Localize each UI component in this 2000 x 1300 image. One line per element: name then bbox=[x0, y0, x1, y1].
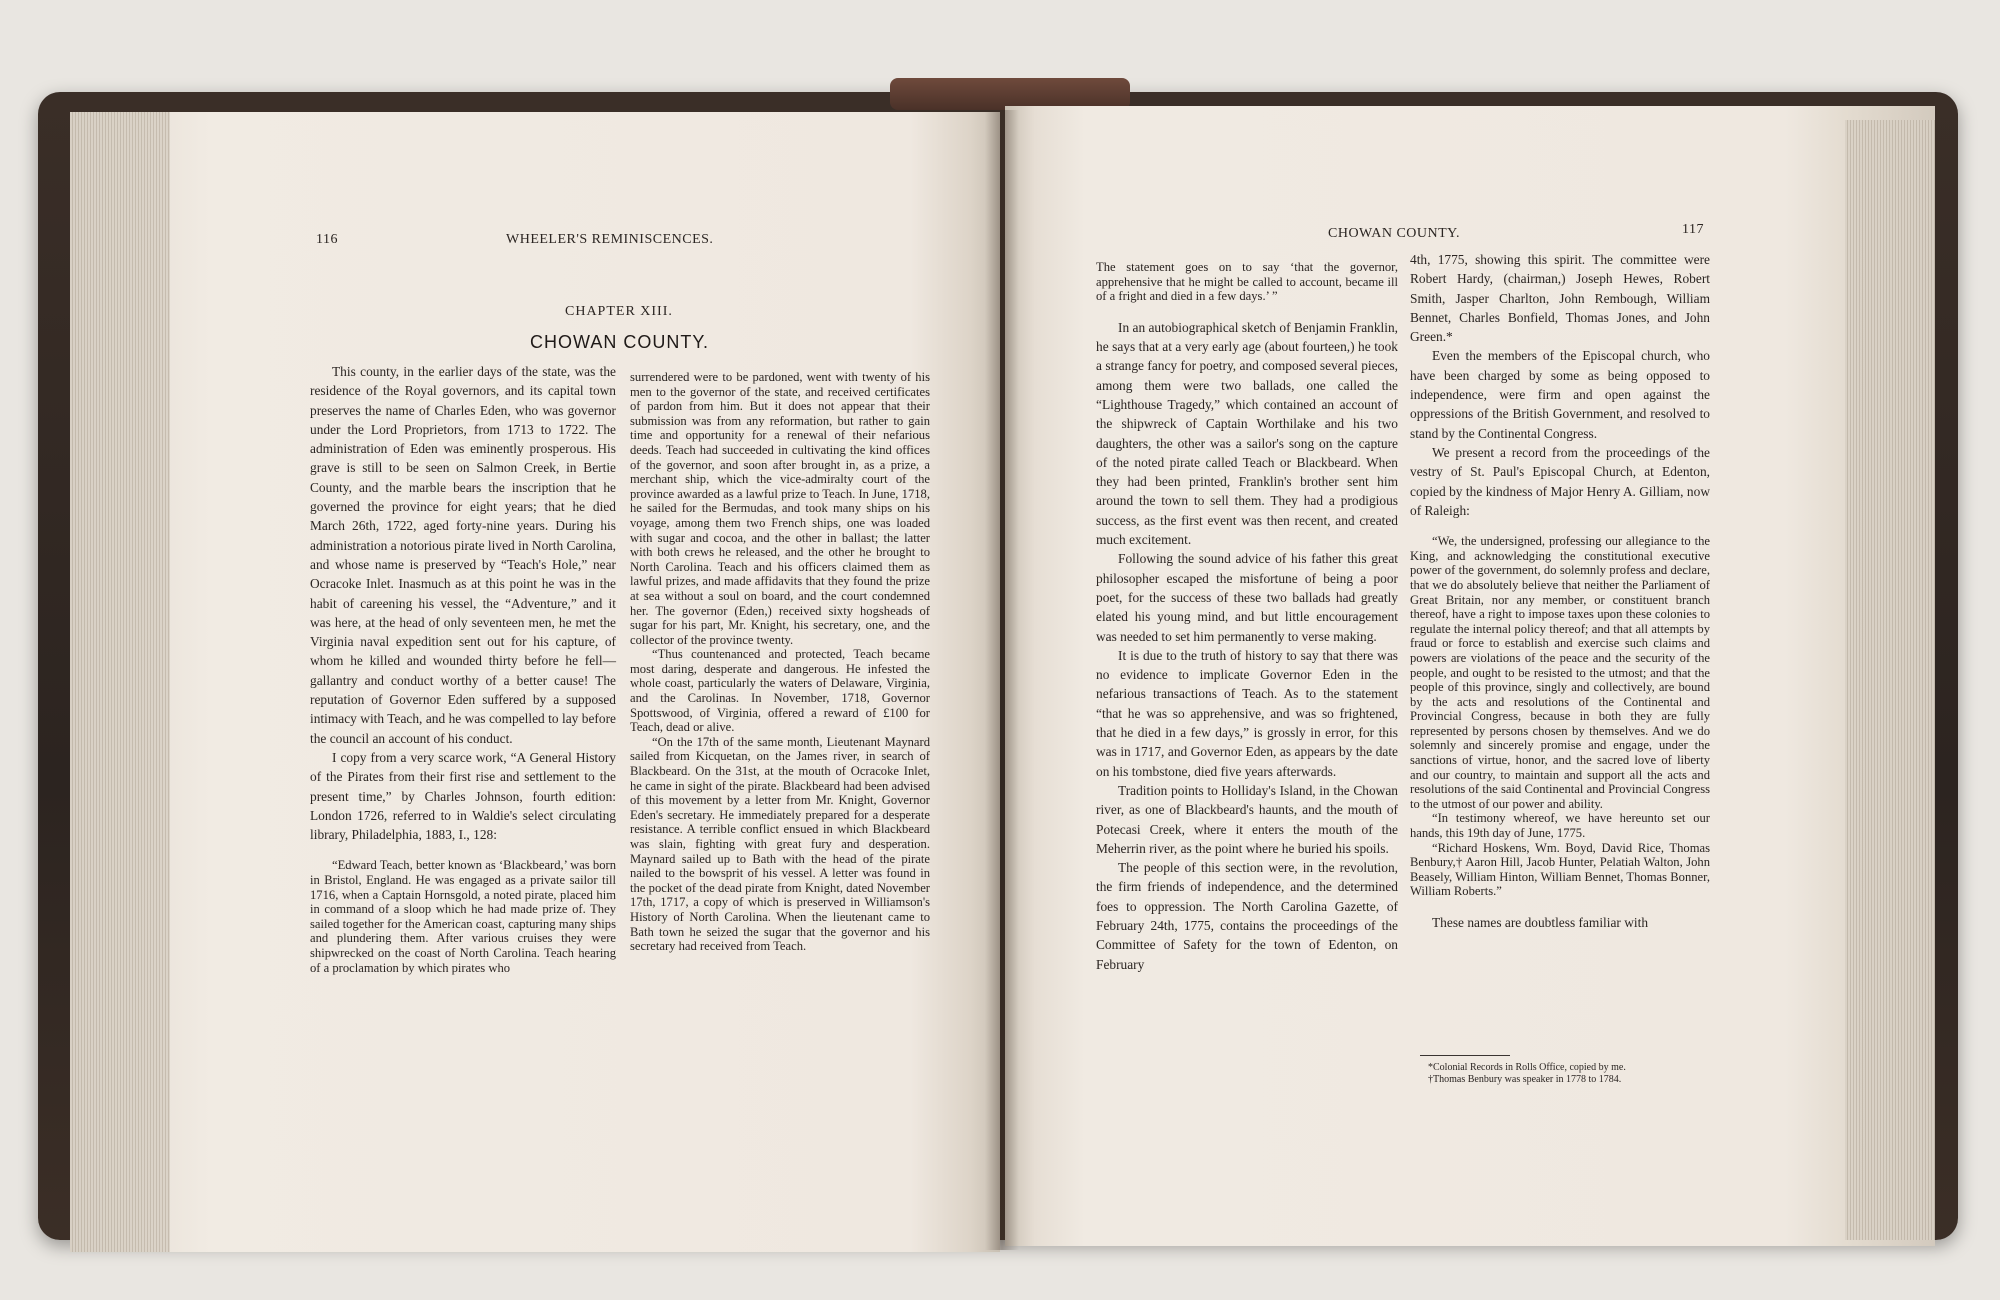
footnotes bbox=[1428, 1062, 1718, 1086]
right-column-1 bbox=[1096, 260, 1398, 974]
right-col2-quote: “We, the undersigned, professing our allegiance to the King, and acknowledging the constitutional executive power of the government, do solemnly profess and declare, that we do absolutely believe that neither the Parliament of Great Britain, nor any member, or constituent branch thereof, have a right to impose taxes upon these colonies to regulate the internal policy thereof; and that all attempts by fraud or force to establish and exercise such claims and powers are violations of the peace and the security of the people, and ought to be resisted to the utmost; and that the people of this province, singly and collectively, are bound by the acts and resolutions of the Continental and Provincial Congress, because in both they are fully represented by persons chosen by themselves. And we do solemnly and sincerely promise and engage, under the sanctions of virtue, honor, and the sacred love of liberty and our country, to maintain and support all the acts and resolutions of the said Continental and Provincial Congress to the utmost of our power and ability. bbox=[1410, 534, 1710, 811]
right-col1-paragraph: It is due to the truth of history to say that there was no evidence to implicate Governor Eden in the nefarious transactions of Teach. As to the statement “that he was so apprehensive, and was so frightened, that he died in a few days,” is grossly in error, for this was in 1717, and Governor Eden, as appears by the date on his tombstone, died five years afterwards. bbox=[1096, 647, 1398, 779]
left-col2-paragraph: “On the 17th of the same month, Lieutenant Maynard sailed from Kicquetan, on the James river, in search of Blackbeard. On the 31st, at the mouth of Ocracoke Inlet, he came in sight of the pirate. Blackbeard had been advised of this movement by a letter from Mr. Knight, Governor Eden's secretary. He immediately prepared for a desperate resistance. A terrible conflict ensued in which Blackbeard was slain, fighting with great fury and desperation. Maynard sailed up to Bath with the head of the pirate nailed to the bowsprit of his vessel. A letter was found in the pocket of the dead pirate from Knight, dated November 17th, 1717, a copy of which is preserved in Williamson's History of North Carolina. When the lieutenant came to Bath town he seized the sugar that the governor and his secretary had received from Teach. bbox=[630, 734, 930, 954]
right-column-2 bbox=[1410, 250, 1710, 932]
left-col1-paragraph: This county, in the earlier days of the state, was the residence of the Royal governors, and its capital town preserves the name of Charles Eden, who was governor under the Lord Proprietors, from 1713 to 1722. The administration of Eden was eminently prosperous. His grave is still to be seen on Salmon Creek, in Bertie County, and the marble bears the inscription that he governed the province for eight years; that he died March 26th, 1722, aged forty-nine years. During his administration a notorious pirate lived in North Carolina, and whose name is preserved by “Teach's Hole,” near Ocracoke Inlet. Inasmuch as at this point he was in the habit of careening his vessel, the “Adventure,” and it was here, at the head of only seventeen men, he met the Virginia naval expedition sent out for his capture, of whom he killed and wounded thirty before he fell—gallantry and conduct worthy of a better cause! The reputation of Governor Eden suffered by a supposed intimacy with Teach, and he was compelled to lay before the council an account of his conduct. bbox=[310, 364, 616, 746]
chapter-title: CHOWAN COUNTY. bbox=[530, 332, 710, 352]
footnote-1: *Colonial Records in Rolls Office, copied by me. bbox=[1428, 1062, 1626, 1073]
right-col2-paragraph: We present a record from the proceedings of the vestry of St. Paul's Episcopal Church, at Edenton, copied by the kindness of Major Henry A. Gilliam, now of Raleigh: bbox=[1410, 444, 1710, 518]
left-page-edges bbox=[70, 112, 170, 1252]
left-col1-paragraph: I copy from a very scarce work, “A General History of the Pirates from their first rise and settlement to the present time,” by Charles Johnson, fourth edition: London 1726, referred to in Waldie's select circulating library, Philadelphia, 1883, I., 128: bbox=[310, 749, 616, 843]
right-col1-paragraph: The statement goes on to say ‘that the governor, apprehensive that he might be called to account, became ill of a fright and died in a few days.’ ” bbox=[1096, 260, 1398, 304]
right-col1-paragraph: In an autobiographical sketch of Benjamin Franklin, he says that at a very early age (about fourteen,) he took a strange fancy for poetry, and composed several pieces, among them were two ballads, one called the “Lighthouse Tragedy,” which contained an account of the shipwreck of Captain Worthilake and his two daughters, the other was a sailor's song on the capture of the noted pirate called Teach or Blackbeard. When they had been printed, Franklin's brother sent him around the town to sell them. They had a prodigious success, as the first event was then recent, and created much excitement. bbox=[1096, 319, 1399, 548]
left-column-2 bbox=[630, 370, 930, 954]
chapter-number: CHAPTER XIII. bbox=[565, 304, 673, 319]
footnote-2: †Thomas Benbury was speaker in 1778 to 1784. bbox=[1428, 1074, 1622, 1085]
footnote-rule bbox=[1420, 1055, 1510, 1056]
right-running-head: CHOWAN COUNTY. bbox=[1328, 226, 1460, 241]
left-col1-quote: “Edward Teach, better known as ‘Blackbeard,’ was born in Bristol, England. He was engaged as a private sailor till 1716, when a Captain Hornsgold, a noted pirate, placed him in command of a sloop which he had made prize of. They sailed together for the American coast, capturing many ships and plundering them. After various cruises they were shipwrecked on the coast of North Carolina. Teach hearing of a proclamation by which pirates who bbox=[310, 858, 616, 975]
right-col1-paragraph: Tradition points to Holliday's Island, in the Chowan river, as one of Blackbeard's haunts, and the mouth of Potecasi Creek, where it enters the mouth of the Meherrin river, as the point where he buried his spoils. bbox=[1096, 782, 1398, 856]
right-col2-paragraph: Even the members of the Episcopal church, who have been charged by some as being opposed to independence, were firm and open against the oppressions of the British Government, and resolved to stand by the Continental Congress. bbox=[1410, 348, 1710, 441]
left-col2-paragraph: surrendered were to be pardoned, went with twenty of his men to the governor of the state, and received certificates of pardon from him. But it does not appear that their submission was from any reformation, but rather to gain time and opportunity for a renewal of their nefarious deeds. Teach had succeeded in cultivating the kind offices of the governor, and soon after brought in, as a prize, a merchant ship, which the vice-admiralty court of the province awarded as a lawful prize to Teach. In June, 1718, he sailed for the Bermudas, and took many ships on his voyage, among them two French ships, one was loaded with sugar and cocoa, and the other in ballast; the latter with both crews he released, and the other he brought to North Carolina. Teach and his officers claimed them as lawful prizes, and made affidavits that they found the prize at sea without a soul on board, and the court condemned her. The governor (Eden,) received sixty hogsheads of sugar for his part, Mr. Knight, his secretary, one, and the collector of the province twenty. bbox=[630, 370, 930, 647]
right-col2-quote: “In testimony whereof, we have hereunto set our hands, this 19th day of June, 1775. bbox=[1410, 811, 1710, 841]
right-col2-paragraph: These names are doubtless familiar with bbox=[1432, 915, 1649, 930]
left-page-number: 116 bbox=[316, 232, 338, 247]
book-gutter bbox=[985, 110, 1019, 1250]
left-col2-paragraph: “Thus countenanced and protected, Teach became most daring, desperate and dangerous. He infested the whole coast, particularly the waters of Delaware, Virginia, and the Carolinas. In November, 1718, Governor Spottswood, of Virginia, offered a reward of £100 for Teach, dead or alive. bbox=[630, 647, 930, 735]
right-page-edges bbox=[1845, 120, 1935, 1240]
right-col1-paragraph: Following the sound advice of his father this great philosopher escaped the misfortune of being a poor poet, for the success of these two ballads had greatly elated his young mind, and but little encouragement was needed to set him permanently to verse making. bbox=[1096, 551, 1398, 644]
left-running-head: WHEELER'S REMINISCENCES. bbox=[506, 232, 714, 247]
right-col2-quote: “Richard Hoskens, Wm. Boyd, David Rice, Thomas Benbury,† Aaron Hill, Jacob Hunter, Pelatiah Walton, John Beasely, William Hinton, William Bennet, Thomas Bonner, William Roberts.” bbox=[1410, 840, 1710, 899]
right-col2-paragraph: 4th, 1775, showing this spirit. The committee were Robert Hardy, (chairman,) Joseph Hewes, Robert Smith, Jasper Charlton, John Rembough, William Bennet, Charles Bonfield, Thomas Jones, and John Green.* bbox=[1410, 252, 1710, 345]
right-col1-paragraph: The people of this section were, in the revolution, the firm friends of independence, and the determined foes to oppression. The North Carolina Gazette, of February 24th, 1775, contains the proceedings of the Committee of Safety for the town of Edenton, on February bbox=[1096, 860, 1398, 972]
right-page-number: 117 bbox=[1682, 222, 1704, 237]
left-column-1 bbox=[310, 362, 616, 975]
